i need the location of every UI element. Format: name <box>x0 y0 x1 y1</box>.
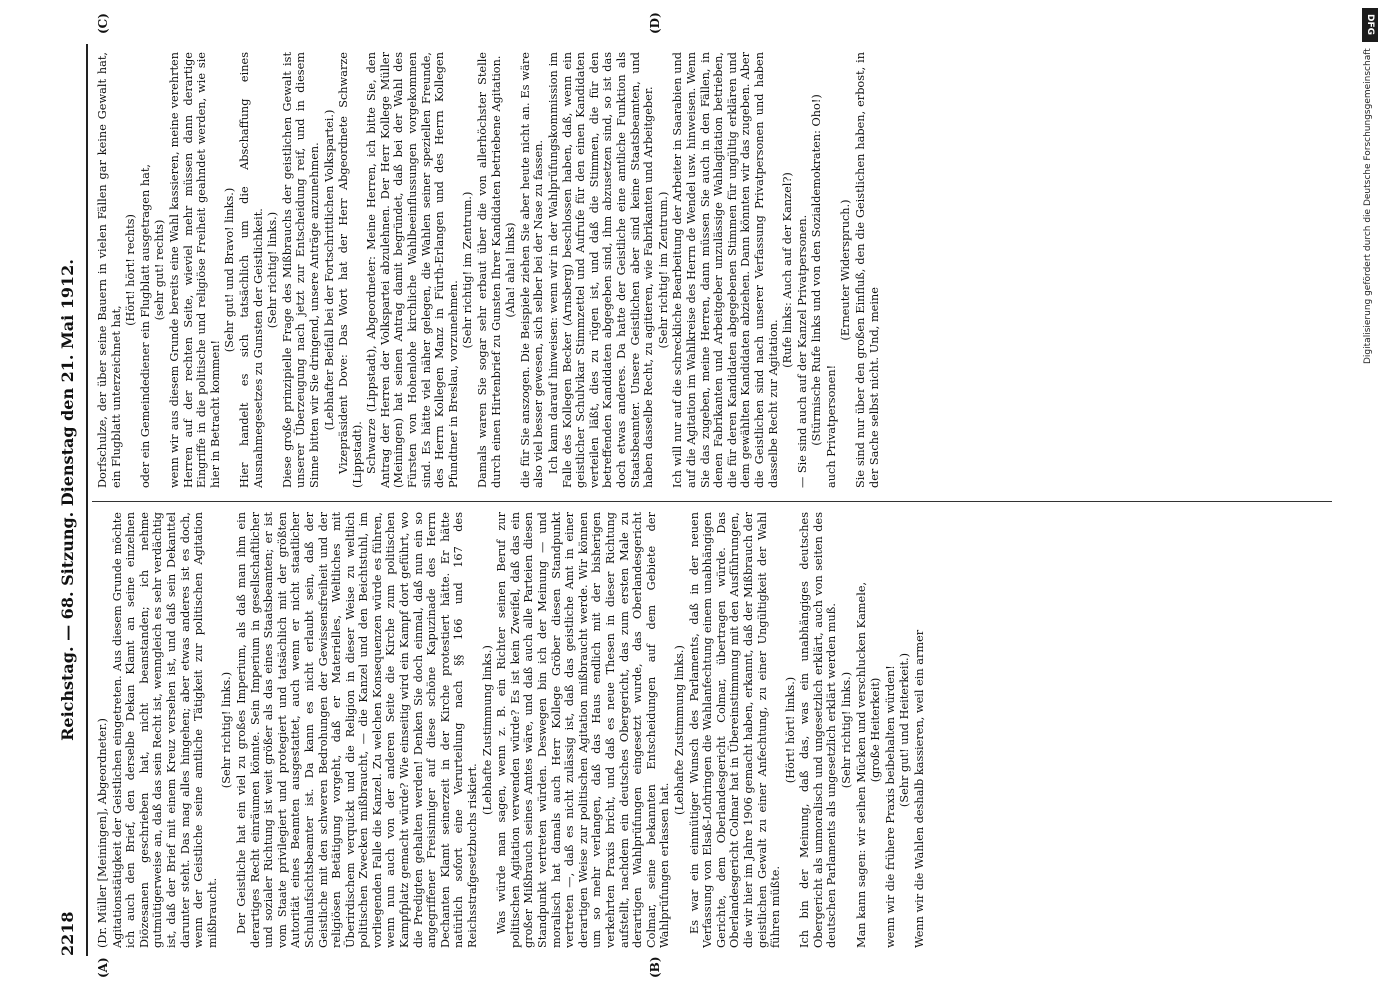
margin-marker-c: (C) <box>96 13 110 34</box>
reaction-line: (Sehr richtig! links.) <box>220 671 234 789</box>
page-number: 2218 <box>58 911 77 956</box>
paragraph: Ich will nur auf die schreckliche Bearbeitung der Arbeiter in Saarabien und auf die Agitation im Wahlkreise des Herrn de Wendel usw. hinweisen. Wenn Sie das zugeben, meine Herren, dann müssen Sie auch in den Fällen, in denen Fabrikanten und Arbeitgeber unzulässige Wahlagitation betrieben, die für deren Kandidaten abgegebenen Stimmen für ungültig erklären und dem gewählten Kandidaten abziehen. Dann könnten wir das zugeben. Aber die Geistlichen sind nach unserer Verfassung Privatpersonen und haben dasselbe Recht zur Agitation. <box>671 52 780 488</box>
header-rule <box>86 44 88 956</box>
reaction-line: (Aha! aha! links) <box>504 222 518 318</box>
margin-marker-b: (B) <box>648 956 662 978</box>
reaction-line: (Sehr richtig! im Zentrum.) <box>656 191 670 349</box>
reaction-line: (Hört! hört! links.) <box>783 676 797 784</box>
paragraph: wenn wir aus diesem Grunde bereits eine Wahl kassieren, meine verehrten Herren auf der rechten Seite, wieviel mehr müssen dann derartige Eingriffe in die politische und religiöse Freiheit geahndet werden, wie sie hier in Betracht kommen! <box>167 52 222 488</box>
paragraph: Es war ein einmütiger Wunsch des Parlaments, daß in der neuen Verfassung von Elsaß-Lothringen die Wahlanfechtung einem unabhängigen Gerichte, dem Oberlandesgericht Colmar, übertragen würde. Das Oberlandesgericht Colmar hat in Übereinstimmung mit den Ausführungen, die wir hier im Jahre 1906 gemacht haben, erkannt, daß der Mißbrauch der geistlichen Gewalt zu einer Anfechtung, zu einer Ungültigkeit der Wahl führen müßte. <box>687 512 783 948</box>
paragraph: oder ein Gemeindediener ein Flugblatt ausgetragen hat, <box>138 164 152 488</box>
margin-marker-d: (D) <box>648 12 662 34</box>
paragraph: Vizepräsident Dove: Das Wort hat der Herr Abgeordnete Schwarze (Lippstadt). <box>337 52 364 488</box>
paragraph: wenn wir die frühere Praxis beibehalten würden! <box>883 665 897 948</box>
paragraph: Hier handelt es sich tatsächlich um die Abschaffung eines Ausnahmegesetzes zu Gunsten der Geistlichkeit. <box>237 52 265 488</box>
paragraph: auch Privatpersonen! <box>824 364 838 488</box>
paragraph: Was würde man sagen, wenn z. B. ein Richter seinen Beruf zur politischen Agitation verwenden würde? Es ist kein Zweifel, daß das ein großer Mißbrauch seines Amtes wäre, und daß auch alle Parteien diesen Standpunkt vertreten würden. Deswegen bin ich der Meinung — und moralisch hat damals auch Herr Kollege Gröber diesen Standpunkt vertreten —, daß es nicht zulässig ist, daß das geistliche Amt in einer derartigen Weise zur politischen Agitation mißbraucht werde. Wir können um so mehr verlangen, daß das Haus endlich mit der bisherigen verkehrten Praxis bricht, und daß es neue Thesen in dieser Richtung aufstellt, nachdem ein deutsches Obergericht, das zum ersten Male zu derartigen Wahlprüfungen eingesetzt wurde, das Oberlandesgericht Colmar, seine bekannten Entscheidungen auf dem Gebiete der Wahlprüfungen erlassen hat. <box>495 512 672 948</box>
right-text-column <box>96 52 1330 488</box>
paragraph: Damals waren Sie sogar sehr erbaut über die von allerhöchster Stelle durch einen Hirtenbrief zu Gunsten Ihrer Kandidaten betriebene Agitation. <box>476 52 503 488</box>
reaction-line: (Lebhafte Zustimmung links.) <box>480 645 494 815</box>
digitization-strip <box>1361 8 1379 992</box>
page-header <box>58 44 82 956</box>
paragraph: Wenn wir die Wahlen deshalb kassieren, weil ein armer <box>913 629 927 948</box>
dfg-logo: DFG <box>1362 8 1378 42</box>
reaction-line: (sehr gut! rechts) <box>153 219 167 321</box>
reaction-line: (Sehr richtig! links.) <box>840 671 854 789</box>
paragraph: Diese große prinzipielle Frage des Mißbrauchs der geistlichen Gewalt ist unserer Überzeugung nach jetzt zur Entscheidung reif, und in diesem Sinne bitten wir Sie dringend, unsere Anträge anzunehmen. <box>280 52 321 488</box>
paragraph: (Dr. Müller [Meiningen], Abgeordneter.) <box>96 718 109 948</box>
paragraph: Schwarze (Lippstadt), Abgeordneter: Meine Herren, ich bitte Sie, den Antrag der Herren der Volkspartei abzulehnen. Der Herr Kollege Müller (Meiningen) hat seinen Antrag damit begründet, daß bei der Wahl des Fürsten von Hohenlohe kirchliche Wahlbeeinflussungen vorgekommen sind. Es hätte viel näher gelegen, die Wahlen seiner speziellen Freunde, des Herrn Kollegen Manz in Fürth-Erlangen und des Herrn Kollegen Pfundtner in Breslau, vorzunehmen. <box>365 52 460 488</box>
digitization-credit: Digitalisierung gefördert durch die Deutsche Forschungsgemeinschaft <box>1363 48 1373 364</box>
reaction-line: (Lebhafte Zustimmung links.) <box>672 645 686 815</box>
running-title: Reichstag. — 68. Sitzung. Dienstag den 21. Mai 1912. <box>58 259 77 741</box>
reaction-line: (Sehr gut! und Heiterkeit.) <box>898 652 912 808</box>
paragraph: die für Sie anszogen. Die Beispiele ziehen Sie aber heute nicht an. Es wäre also viel besser gewesen, sich selber bei der Nase zu fassen. <box>518 52 546 488</box>
paragraph: Ich bin der Meinung, daß das, was ein unabhängiges deutsches Obergericht als unmoralisch und ungesetzlich erklärt, auch von seiten des deutschen Parlaments als ungesetzlich erklärt werden muß. <box>798 512 839 948</box>
reaction-line: (Sehr richtig! links.) <box>266 211 280 329</box>
margin-marker-a: (A) <box>96 957 110 978</box>
paragraph: Dorfschulze, der über seine Bauern in vielen Fällen gar keine Gewalt hat, ein Flugblatt unterzeichnet hat, <box>96 52 123 488</box>
left-text-column <box>96 512 1330 948</box>
column-divider <box>92 501 1332 502</box>
reaction-line: (Erneuter Widerspruch.) <box>839 199 853 341</box>
reaction-line: (Sehr gut! und Bravo! links.) <box>223 187 237 353</box>
paragraph: Der Geistliche hat ein viel zu großes Imperium, als daß man ihm ein derartiges Recht einräumen könnte. Sein Imperium in gesellschaftlicher und sozialer Richtung ist weit größer als das eines Staatsbeamten; er ist vom Staate privilegiert und protegiert und tatsächlich mit der größten Autorität eines Beamten ausgestattet, auch wenn er nicht staatlicher Schulaufsichtsbeamter ist. Da kann es nicht erlaubt sein, daß der Geistliche mit den schweren Bedrohungen der Gewissensfreiheit und der religiösen Betätigung vorgeht, daß er Materielles, Weltliches mit Überirdischem verquickt und die Religion in dieser Weise zu weltlich politischen Zwecken mißbraucht, — die Kanzel und den Beichtstuhl, im vorliegenden Falle die Kanzel. Zu welchen Konsequenzen würde es führen, wenn nun auch von der anderen Seite die Kirche zum politischen Kampfplatz gemacht würde? Wie einseitig wird ein Kampf dort geführt, wo die Predigten gehalten werden! Denken Sie doch einmal, daß nun ein so angegriffener Freisinniger auf diese schöne Kapuzinade des Herrn Dechanten Klamt seinerzeit in der Kirche protestiert hätte. Er hätte natürlich sofort eine Verurteilung nach §§ 166 und 167 des Reichsstrafgesetzbuchs riskiert. <box>234 512 480 948</box>
reaction-line: (Sehr richtig! im Zentrum.) <box>461 191 475 349</box>
paragraph: Sie sind nur über den großen Einfluß, den die Geistlichen haben, erbost, in der Sache selbst nicht. Und, meine <box>854 52 881 488</box>
paragraph: Man kann sagen: wir seihen Mücken und verschlucken Kamele, <box>854 581 868 948</box>
paragraph: — Sie sind auch auf der Kanzel Privatpersonen. <box>795 214 809 488</box>
paragraph: Agitationstätigkeit der Geistlichen eingetreten. Aus diesem Grunde möchte ich auch den Brief, den derselbe Dekan Klamt an seine einzelnen Diözesanen geschrieben hat, nicht beanstanden; ich nehme gutmütigerweise an, daß das sein Recht ist, wenngleich es sehr verdächtig ist, daß der Brief mit einem Kreuz versehen ist, und daß sein Dekanttel darunter steht. Das mag alles hingehen; aber etwas anderes ist es doch, wenn der Geistliche seine amtliche Tätigkeit zur politischen Agitation mißbraucht. <box>110 512 219 948</box>
reaction-line: (Hört! hört! rechts) <box>124 214 138 326</box>
reaction-line: (Lebhafter Beifall bei der Fortschrittlichen Volkspartei.) <box>322 109 336 431</box>
paragraph: Ich kann darauf hinweisen: wenn wir in der Wahlprüfungskommission im Falle des Kollegen Becker (Arnsberg) beschlossen haben, daß, wenn ein geistlicher Schulvikar Stimmzettel und Aufrufe für den einen Kandidaten verteilen läßt, dies zu rügen ist, und daß die Stimmen, die für den betreffenden Kandidaten abgegeben sind, ihm abzusetzen sind, so ist das doch etwas anderes. Da hatte der Geistliche eine amtliche Funktion als Staatsbeamter. Unsere Geistlichen aber sind keine Staatsbeamten, und haben dasselbe Recht, zu agitieren, wie Fabrikanten und Arbeitgeber. <box>547 52 656 488</box>
reaction-line: (Rufe links: Auch auf der Kanzel?) <box>781 172 795 368</box>
reaction-line: (Stürmische Rufe links und von den Sozialdemokraten: Oho!) <box>810 94 824 446</box>
reaction-line: (große Heiterkeit) <box>869 677 883 783</box>
